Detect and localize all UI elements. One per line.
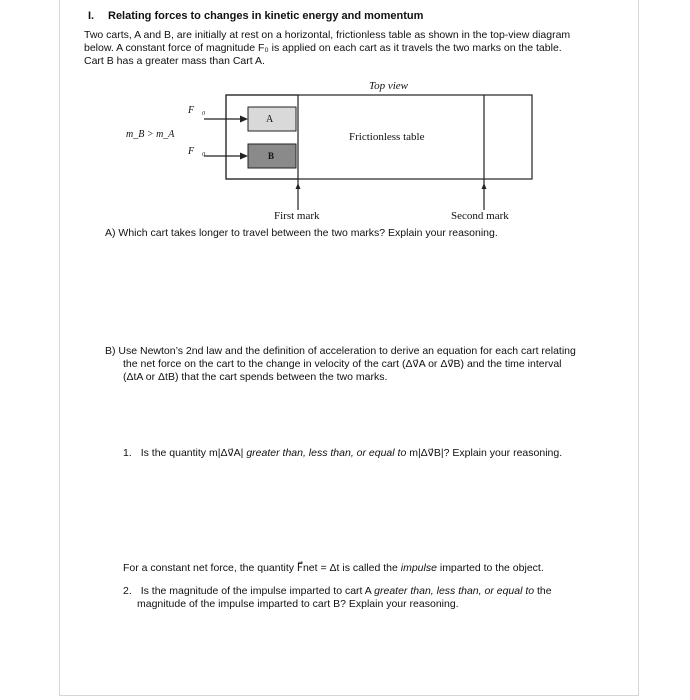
question-a: A) Which cart takes longer to travel between the two marks? Explain your reasoning. (105, 227, 498, 239)
question-b-line-3: (ΔtA or ΔtB) that the cart spends between the two marks. (123, 371, 388, 383)
question-1-text-pre: Is the quantity m|Δv⃗A| (140, 447, 247, 459)
question-2-number: 2. (123, 585, 132, 597)
impulse-note-italic: impulse (400, 562, 437, 574)
second-mark-label: Second mark (451, 210, 509, 222)
impulse-note (123, 562, 544, 575)
cart-b-label: B (268, 151, 275, 161)
first-mark-label: First mark (274, 210, 320, 222)
impulse-note-pre: For a constant net force, the quantity F⃗net = Δt is called the (123, 562, 401, 574)
mass-relation: m_B > m_A (126, 129, 175, 140)
force-label-top: F⃗₀ (188, 105, 206, 116)
impulse-note-post: imparted to the object. (436, 562, 544, 574)
intro-line-1: Two carts, A and B, are initially at rest on a horizontal, frictionless table as shown in the top-view diagram (84, 29, 571, 41)
force-label-bottom: F⃗₀ (188, 146, 206, 157)
first-mark-arrowhead (296, 183, 301, 189)
section-number: I. (88, 10, 95, 22)
question-b-line-2: the net force on the cart to the change in velocity of the cart (Δv⃗A or Δv⃗B) and the time interval (123, 358, 562, 370)
question-2-line-2: magnitude of the impulse imparted to cart B? Explain your reasoning. (137, 598, 459, 610)
question-1-text-post: m|Δv⃗B|? Explain your reasoning. (406, 447, 563, 459)
question-2-line-1 (123, 585, 552, 598)
question-1-number: 1. (123, 447, 132, 459)
question-1-text-italic: greater than, less than, or equal to (246, 447, 407, 459)
section-title: Relating forces to changes in kinetic energy and momentum (108, 10, 424, 22)
cart-a-label: A (266, 114, 274, 125)
intro-line-3: Cart B has a greater mass than Cart A. (84, 55, 265, 67)
question-2-line1-italic: greater than, less than, or equal to (374, 585, 535, 597)
question-1 (123, 447, 562, 460)
question-2-line1-pre: Is the magnitude of the impulse imparted to cart A (140, 585, 375, 597)
table-label: Frictionless table (349, 131, 425, 143)
question-b-line-1: B) Use Newton’s 2nd law and the definition of acceleration to derive an equation for each cart relating (105, 345, 576, 357)
force-arrowhead-a (240, 116, 248, 123)
intro-line-2: below. A constant force of magnitude F₀ is applied on each cart as it travels the two marks on the table. (84, 42, 562, 54)
top-view-label: Top view (369, 80, 409, 92)
question-2-line1-post: the (534, 585, 552, 597)
force-arrowhead-b (240, 153, 248, 160)
second-mark-arrowhead (482, 183, 487, 189)
